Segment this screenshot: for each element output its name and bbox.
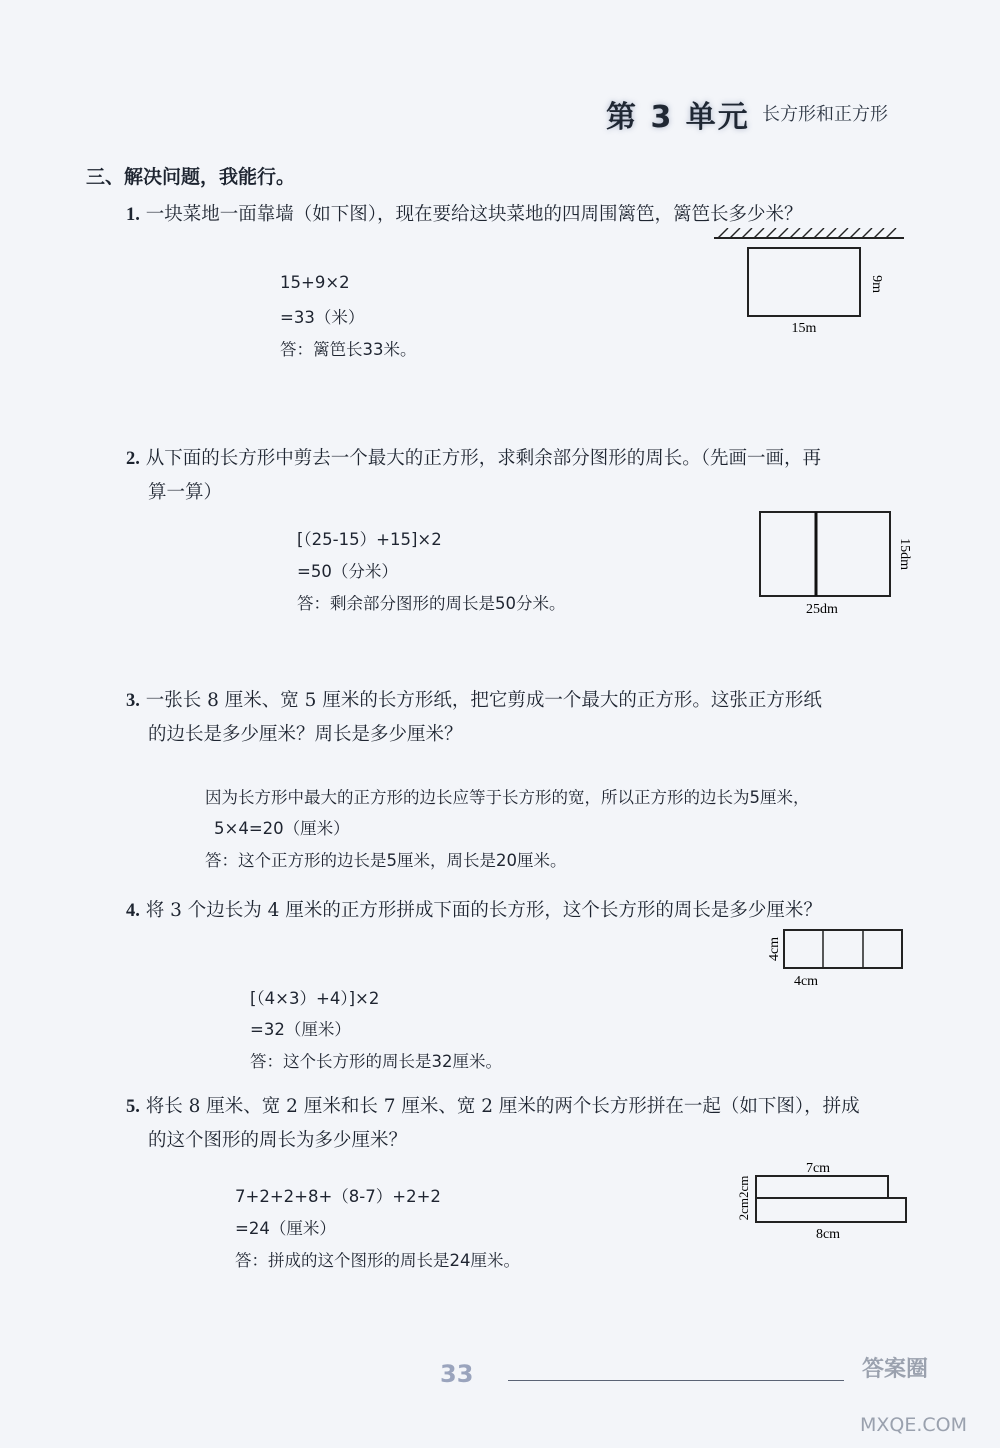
answer-line: =32（厘米） bbox=[250, 1020, 351, 1039]
answer-line: 答：这个长方形的周长是32厘米。 bbox=[250, 1052, 502, 1071]
answer-line: 7+2+2+8+（8-7）+2+2 bbox=[235, 1187, 441, 1206]
answer-line: 5×4=20（厘米） bbox=[214, 819, 350, 838]
question-2 bbox=[126, 444, 821, 470]
question-5 bbox=[126, 1092, 860, 1118]
answer-line: 答：剩余部分图形的周长是50分米。 bbox=[297, 594, 566, 613]
question-number: 2. bbox=[126, 449, 140, 469]
question-text-cont: 的这个图形的周长为多少厘米？ bbox=[148, 1130, 408, 1151]
watermark-url: MXQE.COM bbox=[860, 1414, 968, 1436]
upper-rectangle bbox=[756, 1176, 888, 1198]
height-label: 4cm bbox=[767, 936, 782, 962]
question-text: 将 3 个边长为 4 厘米的正方形拼成下面的长方形，这个长方形的周长是多少厘米？ bbox=[145, 900, 822, 921]
width-label: 15m bbox=[791, 321, 817, 336]
question-number: 4. bbox=[126, 901, 140, 921]
question-text: 从下面的长方形中剪去一个最大的正方形，求剩余部分图形的周长。（先画一画，再 bbox=[145, 448, 822, 469]
height-label: 15dm bbox=[897, 538, 912, 570]
width-label: 25dm bbox=[806, 602, 838, 617]
question-text: 一张长 8 厘米、宽 5 厘米的长方形纸，把它剪成一个最大的正方形。这张正方形纸 bbox=[145, 690, 822, 711]
side-label: 2cm2cm bbox=[736, 1175, 751, 1221]
figure-three-squares bbox=[762, 926, 912, 992]
figure-fenced-garden bbox=[710, 228, 910, 338]
answer-line: [（4×3）+4）]×2 bbox=[250, 989, 380, 1008]
question-text-cont: 的边长是多少厘米？周长是多少厘米？ bbox=[148, 724, 463, 745]
top-label: 7cm bbox=[805, 1161, 831, 1176]
outer-rectangle bbox=[760, 512, 890, 596]
question-4 bbox=[126, 896, 822, 922]
question-text: 将长 8 厘米、宽 2 厘米和长 7 厘米、宽 2 厘米的两个长方形拼在一起（如下图），拼成 bbox=[145, 1096, 860, 1117]
section-title: 三、解决问题，我能行。 bbox=[86, 166, 296, 188]
lower-rectangle bbox=[756, 1198, 906, 1222]
question-number: 3. bbox=[126, 691, 140, 711]
page-number: 33 bbox=[440, 1360, 474, 1388]
question-number: 5. bbox=[126, 1097, 140, 1117]
width-label: 4cm bbox=[793, 974, 819, 989]
footer-rule bbox=[508, 1380, 844, 1381]
answer-line: =33（米） bbox=[280, 308, 365, 327]
answer-line: 15+9×2 bbox=[280, 273, 350, 292]
question-3 bbox=[126, 686, 822, 712]
figure-rectangle-cut bbox=[750, 506, 920, 618]
answer-line: 答：拼成的这个图形的周长是24厘米。 bbox=[235, 1251, 520, 1270]
three-squares-rectangle bbox=[784, 930, 902, 968]
question-number: 1. bbox=[126, 205, 140, 225]
answer-line: 答：篱笆长33米。 bbox=[280, 340, 417, 359]
answer-line: [（25-15）+15]×2 bbox=[297, 530, 442, 549]
watermark-logo: 答案圈 bbox=[862, 1357, 929, 1382]
unit-subtitle: 长方形和正方形 bbox=[762, 104, 888, 125]
garden-rectangle bbox=[748, 248, 860, 316]
wall-hatch bbox=[718, 228, 896, 238]
answer-line: =24（厘米） bbox=[235, 1219, 336, 1238]
question-text: 一块菜地一面靠墙（如下图），现在要给这块菜地的四周围篱笆，篱笆长多少米？ bbox=[145, 204, 803, 225]
question-1 bbox=[126, 200, 803, 226]
question-text-cont: 算一算） bbox=[148, 482, 223, 503]
unit-title: 第 3 单元 bbox=[606, 100, 750, 135]
figure-two-rectangles bbox=[732, 1156, 918, 1246]
answer-line: =50（分米） bbox=[297, 562, 398, 581]
answer-line: 答：这个正方形的边长是5厘米，周长是20厘米。 bbox=[205, 851, 567, 870]
bottom-label: 8cm bbox=[815, 1227, 841, 1242]
height-label: 9m bbox=[869, 275, 884, 293]
answer-line: 因为长方形中最大的正方形的边长应等于长方形的宽，所以正方形的边长为5厘米， bbox=[205, 788, 810, 807]
